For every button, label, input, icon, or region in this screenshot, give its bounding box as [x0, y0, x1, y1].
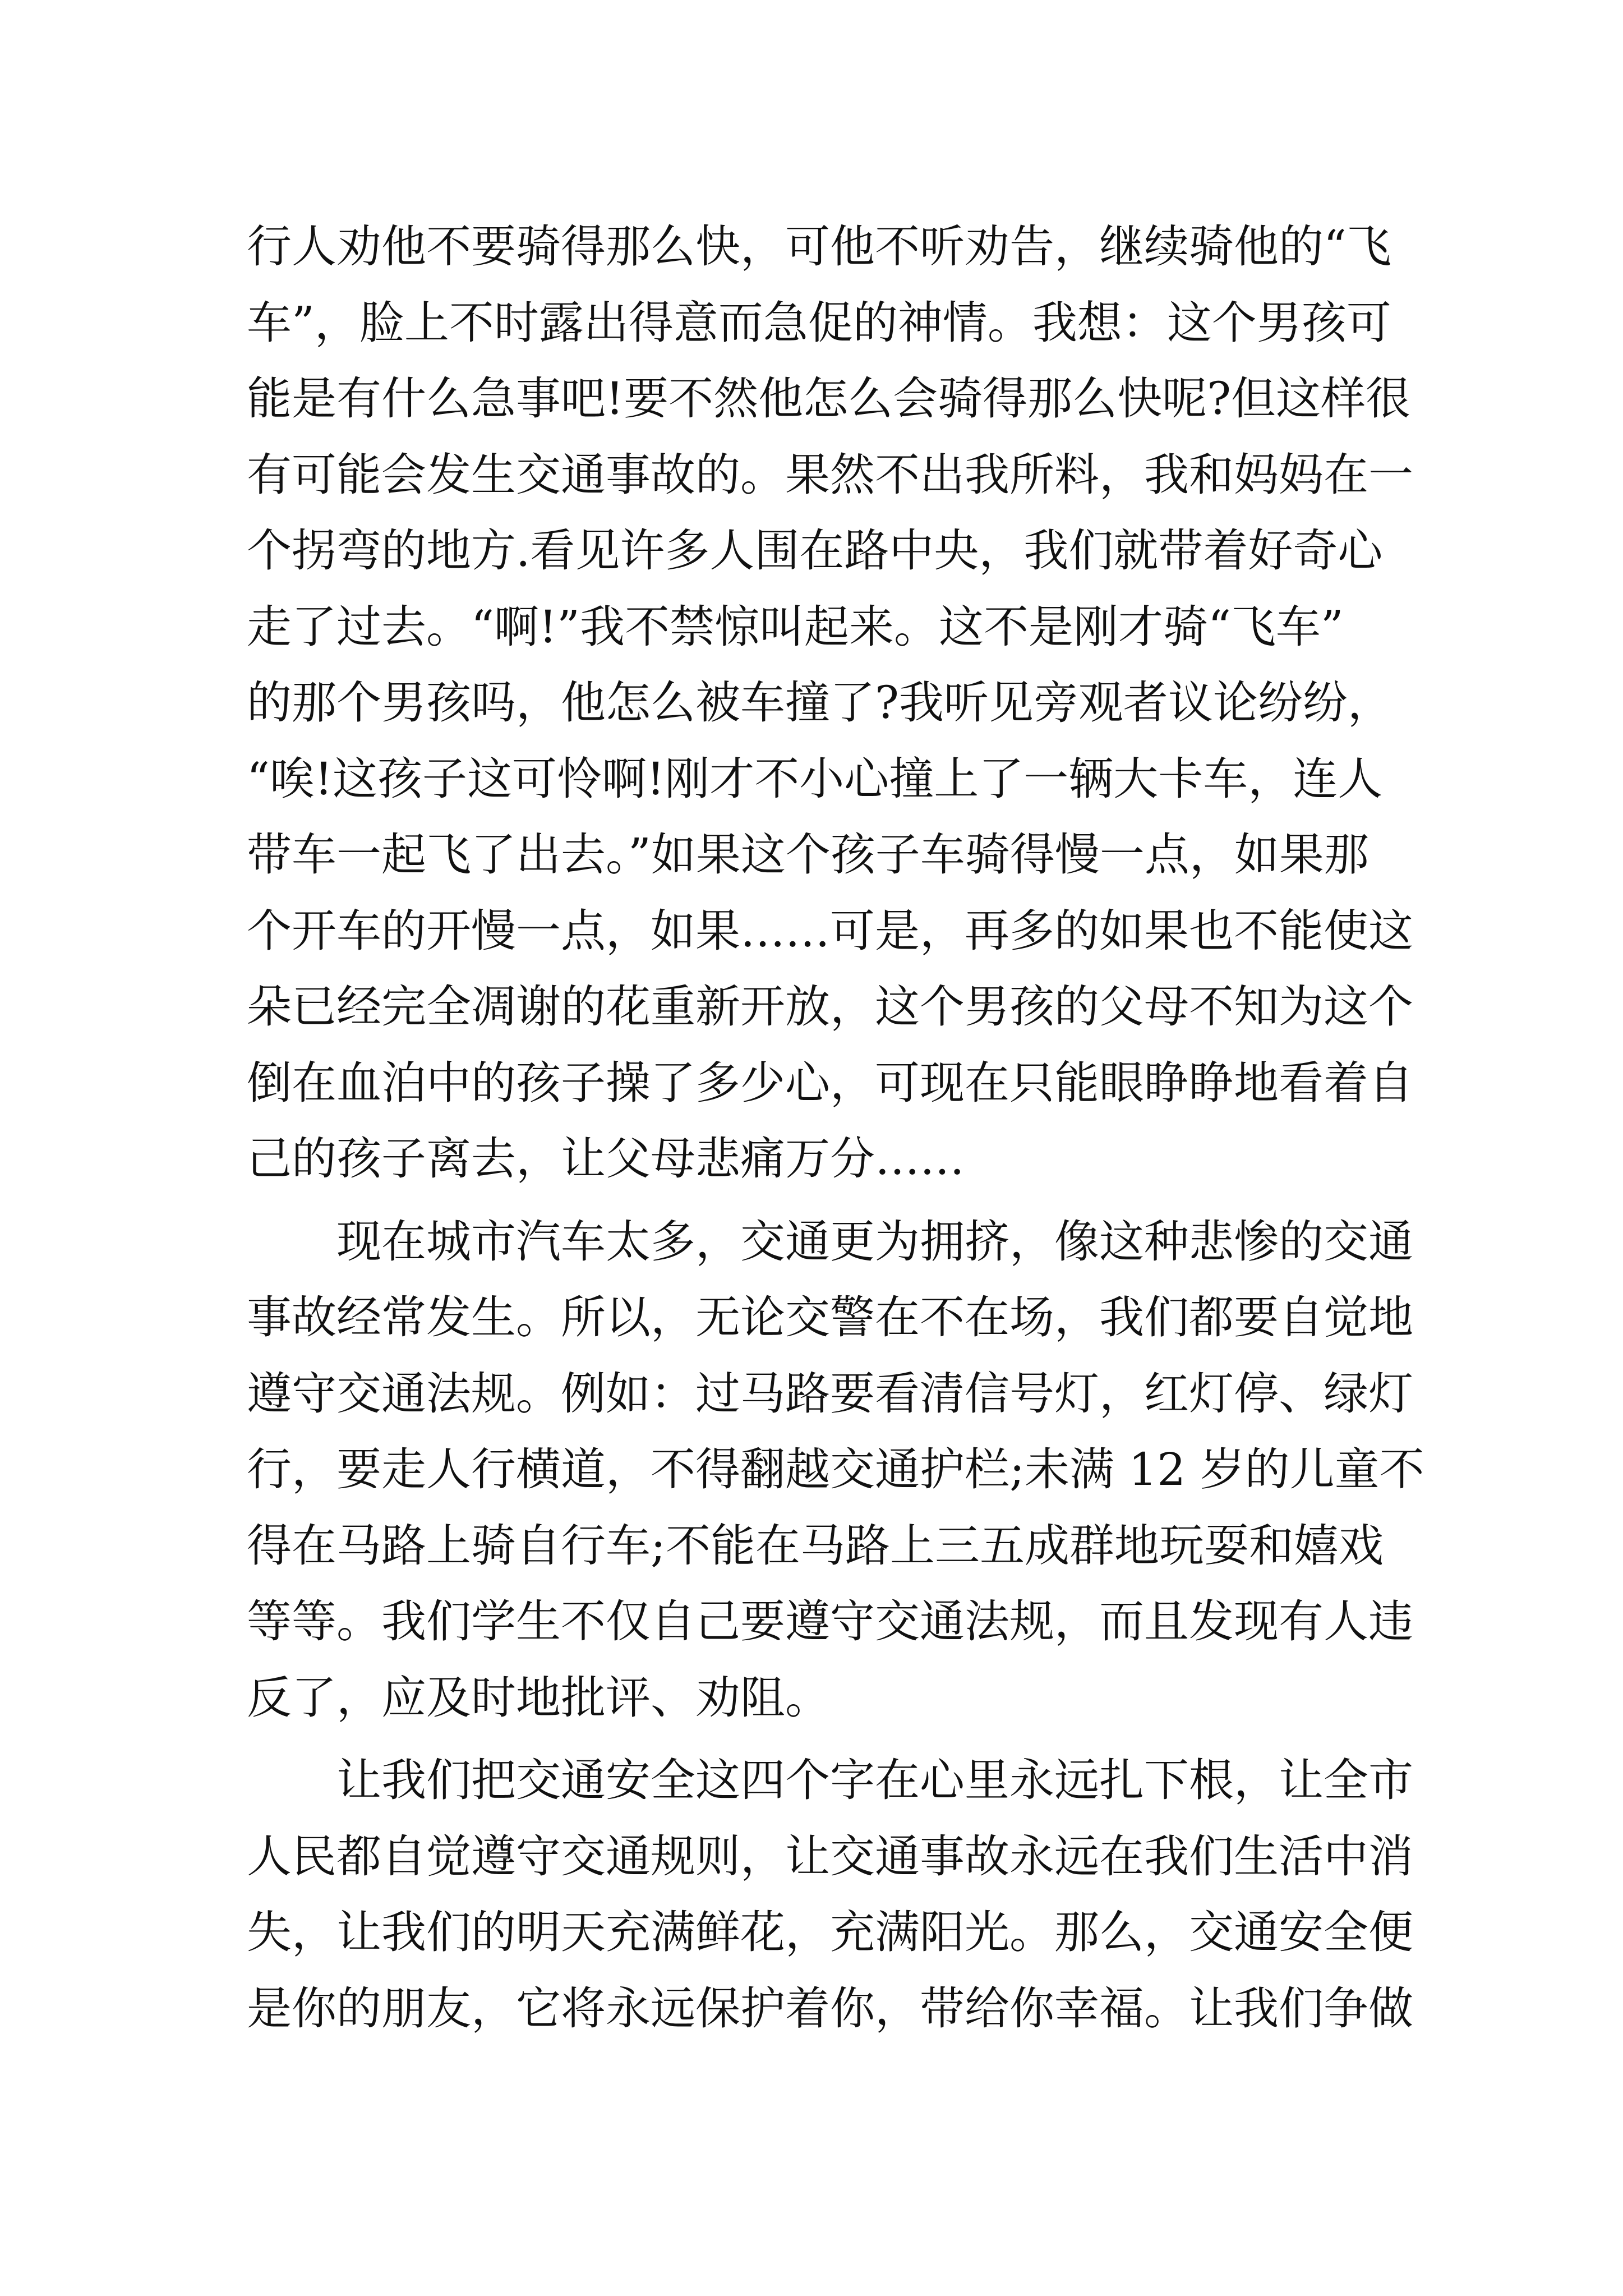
text-line: 行，要走人行横道，不得翻越交通护栏;未满 12 岁的儿童不 [247, 1443, 1424, 1496]
text-line: 事故经常发生。所以，无论交警在不在场，我们都要自觉地 [247, 1291, 1413, 1343]
text-line: 走了过去。“啊!”我不禁惊叫起来。这不是刚才骑“飞车” [247, 600, 1344, 653]
text-line: 倒在血泊中的孩子操了多少心，可现在只能眼睁睁地看着自 [247, 1056, 1413, 1109]
paragraph-gap [247, 1736, 1391, 1742]
text-line: 车”，脸上不时露出得意而急促的神情。我想：这个男孩可 [247, 296, 1391, 349]
paragraph-gap [247, 1197, 1391, 1204]
paragraph-2 [247, 1204, 1424, 1736]
text-line: 个开车的开慢一点，如果……可是，再多的如果也不能使这 [247, 904, 1413, 957]
text-line: 失，让我们的明天充满鲜花，充满阳光。那么，交通安全便 [247, 1906, 1413, 1958]
paragraph-1 [247, 209, 1413, 1197]
text-line: 人民都自觉遵守交通规则，让交通事故永远在我们生活中消 [247, 1830, 1413, 1883]
text-line: 的那个男孩吗，他怎么被车撞了?我听见旁观者议论纷纷， [247, 677, 1393, 729]
text-line: 己的孩子离去，让父母悲痛万分…… [247, 1133, 965, 1185]
text-line: “唉!这孩子这可怜啊!刚才不小心撞上了一辆大卡车，连人 [247, 752, 1383, 805]
text-line: 能是有什么急事吧!要不然他怎么会骑得那么快呢?但这样很 [247, 372, 1411, 425]
text-line: 带车一起飞了出去。”如果这个孩子车骑得慢一点，如果那 [247, 829, 1369, 881]
text-line: 得在马路上骑自行车;不能在马路上三五成群地玩耍和嬉戏 [247, 1519, 1384, 1572]
text-line: 有可能会发生交通事故的。果然不出我所料，我和妈妈在一 [247, 448, 1413, 501]
text-line: 是你的朋友，它将永远保护着你，带给你幸福。让我们争做 [247, 1982, 1413, 2035]
text-line: 朵已经完全凋谢的花重新开放，这个男孩的父母不知为这个 [247, 981, 1413, 1033]
document-body [247, 209, 1424, 2046]
text-line: 让我们把交通安全这四个字在心里永远扎下根，让全市 [336, 1754, 1413, 1806]
text-line: 遵守交通法规。例如：过马路要看清信号灯，红灯停、绿灯 [247, 1367, 1413, 1420]
text-line: 个拐弯的地方.看见许多人围在路中央，我们就带着好奇心 [247, 524, 1383, 577]
text-line: 行人劝他不要骑得那么快，可他不听劝告，继续骑他的“飞 [247, 220, 1391, 273]
text-line: 等等。我们学生不仅自己要遵守交通法规，而且发现有人违 [247, 1595, 1413, 1648]
paragraph-3 [247, 1742, 1413, 2046]
text-line: 反了，应及时地批评、劝阻。 [247, 1671, 830, 1724]
text-line: 现在城市汽车太多，交通更为拥挤，像这种悲惨的交通 [336, 1215, 1413, 1268]
